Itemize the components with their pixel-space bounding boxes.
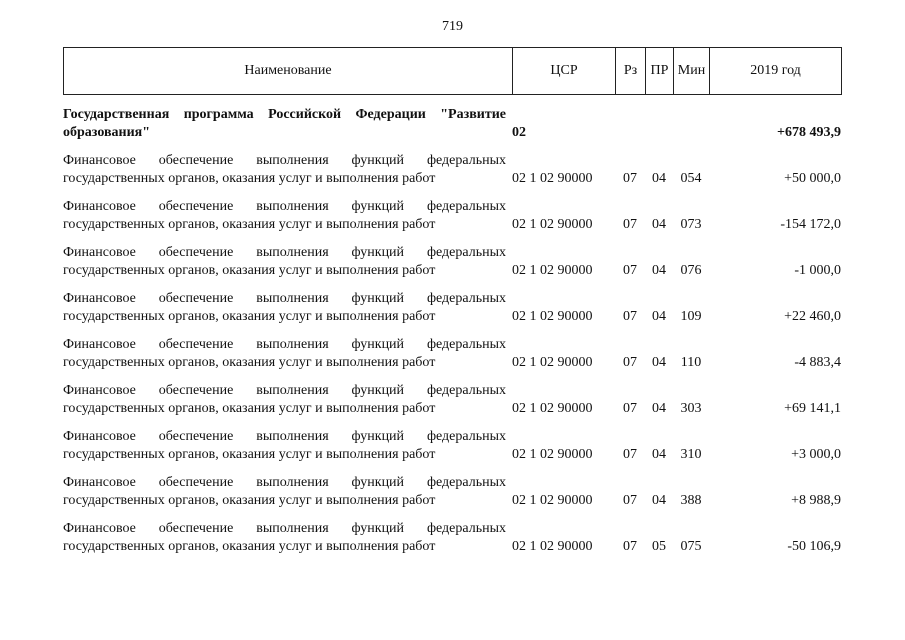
row-pr: 04 <box>652 493 666 508</box>
row-rz: 07 <box>623 263 637 278</box>
row-name-line2: государственных органов, оказания услуг и выполнения работ <box>63 401 436 416</box>
row-csr: 02 1 02 90000 <box>512 309 593 324</box>
row-name-line1: Финансовое обеспечение выполнения функций федеральных <box>63 153 506 168</box>
row-name <box>63 142 512 188</box>
row-amount: +8 988,9 <box>791 493 841 508</box>
page-number: 719 <box>442 19 463 34</box>
row-pr: 04 <box>652 217 666 232</box>
row-csr: 02 1 02 90000 <box>512 217 593 232</box>
row-rz: 07 <box>623 447 637 462</box>
header-pr: ПР <box>646 48 674 95</box>
table-row <box>63 326 841 372</box>
row-min: 076 <box>680 263 702 278</box>
row-name-line1: Финансовое обеспечение выполнения функций федеральных <box>63 199 506 214</box>
row-name-line2: государственных органов, оказания услуг и выполнения работ <box>63 309 436 324</box>
table-row <box>63 188 841 234</box>
header-name: Наименование <box>64 48 513 95</box>
row-csr: 02 1 02 90000 <box>512 447 593 462</box>
row-name-line2: государственных органов, оказания услуг и выполнения работ <box>63 171 436 186</box>
row-name-line1: Финансовое обеспечение выполнения функций федеральных <box>63 291 506 306</box>
table-header <box>63 47 842 95</box>
program-min <box>673 104 709 142</box>
row-name-line2: государственных органов, оказания услуг и выполнения работ <box>63 539 436 554</box>
row-name <box>63 280 512 326</box>
row-rz: 07 <box>623 217 637 232</box>
program-name <box>63 104 512 142</box>
table-body <box>63 104 841 556</box>
row-min: 388 <box>680 493 702 508</box>
table-row <box>63 280 841 326</box>
row-rz: 07 <box>623 539 637 554</box>
row-pr: 04 <box>652 447 666 462</box>
row-name <box>63 234 512 280</box>
row-rz: 07 <box>623 493 637 508</box>
table-row <box>63 464 841 510</box>
row-pr: 04 <box>652 263 666 278</box>
row-name-line1: Финансовое обеспечение выполнения функций федеральных <box>63 475 506 490</box>
row-name <box>63 418 512 464</box>
row-amount: +50 000,0 <box>784 171 841 186</box>
row-name <box>63 464 512 510</box>
row-min: 303 <box>680 401 702 416</box>
row-pr: 04 <box>652 171 666 186</box>
row-csr: 02 1 02 90000 <box>512 539 593 554</box>
program-amount: +678 493,9 <box>777 125 841 140</box>
header-min: Мин <box>674 48 710 95</box>
row-min: 110 <box>680 355 702 370</box>
row-pr: 04 <box>652 309 666 324</box>
row-name-line1: Финансовое обеспечение выполнения функций федеральных <box>63 337 506 352</box>
table-row <box>63 372 841 418</box>
header-rz: Рз <box>616 48 646 95</box>
table-row <box>63 234 841 280</box>
row-pr: 05 <box>652 539 666 554</box>
program-pr <box>645 104 673 142</box>
row-min: 075 <box>680 539 702 554</box>
row-amount: -4 883,4 <box>794 355 841 370</box>
row-name-line2: государственных органов, оказания услуг и выполнения работ <box>63 355 436 370</box>
row-name <box>63 510 512 556</box>
row-name-line2: государственных органов, оказания услуг и выполнения работ <box>63 447 436 462</box>
row-amount: -1 000,0 <box>794 263 841 278</box>
program-rz <box>615 104 645 142</box>
row-rz: 07 <box>623 309 637 324</box>
row-csr: 02 1 02 90000 <box>512 263 593 278</box>
row-name-line2: государственных органов, оказания услуг и выполнения работ <box>63 493 436 508</box>
row-amount: +22 460,0 <box>784 309 841 324</box>
table-row <box>63 418 841 464</box>
row-name-line1: Финансовое обеспечение выполнения функций федеральных <box>63 383 506 398</box>
row-name-line1: Финансовое обеспечение выполнения функций федеральных <box>63 429 506 444</box>
row-amount: -50 106,9 <box>787 539 841 554</box>
row-amount: +3 000,0 <box>791 447 841 462</box>
row-min: 054 <box>680 171 702 186</box>
row-name <box>63 326 512 372</box>
row-min: 073 <box>680 217 702 232</box>
program-csr: 02 <box>512 125 526 140</box>
header-year: 2019 год <box>710 48 842 95</box>
row-rz: 07 <box>623 171 637 186</box>
row-csr: 02 1 02 90000 <box>512 493 593 508</box>
row-csr: 02 1 02 90000 <box>512 355 593 370</box>
row-rz: 07 <box>623 355 637 370</box>
row-amount: -154 172,0 <box>780 217 841 232</box>
row-name-line1: Финансовое обеспечение выполнения функций федеральных <box>63 245 506 260</box>
header-csr: ЦСР <box>513 48 616 95</box>
budget-table <box>63 104 841 556</box>
row-name-line2: государственных органов, оказания услуг и выполнения работ <box>63 217 436 232</box>
row-csr: 02 1 02 90000 <box>512 401 593 416</box>
table-row <box>63 510 841 556</box>
row-name-line2: государственных органов, оказания услуг и выполнения работ <box>63 263 436 278</box>
program-name-line2: образования" <box>63 125 151 140</box>
row-pr: 04 <box>652 355 666 370</box>
row-csr: 02 1 02 90000 <box>512 171 593 186</box>
table-row <box>63 142 841 188</box>
row-pr: 04 <box>652 401 666 416</box>
row-min: 109 <box>680 309 702 324</box>
row-rz: 07 <box>623 401 637 416</box>
row-amount: +69 141,1 <box>784 401 841 416</box>
row-name <box>63 372 512 418</box>
row-name <box>63 188 512 234</box>
program-row <box>63 104 841 142</box>
program-name-line1: Государственная программа Российской Федерации "Развитие <box>63 107 506 122</box>
row-min: 310 <box>680 447 702 462</box>
row-name-line1: Финансовое обеспечение выполнения функций федеральных <box>63 521 506 536</box>
